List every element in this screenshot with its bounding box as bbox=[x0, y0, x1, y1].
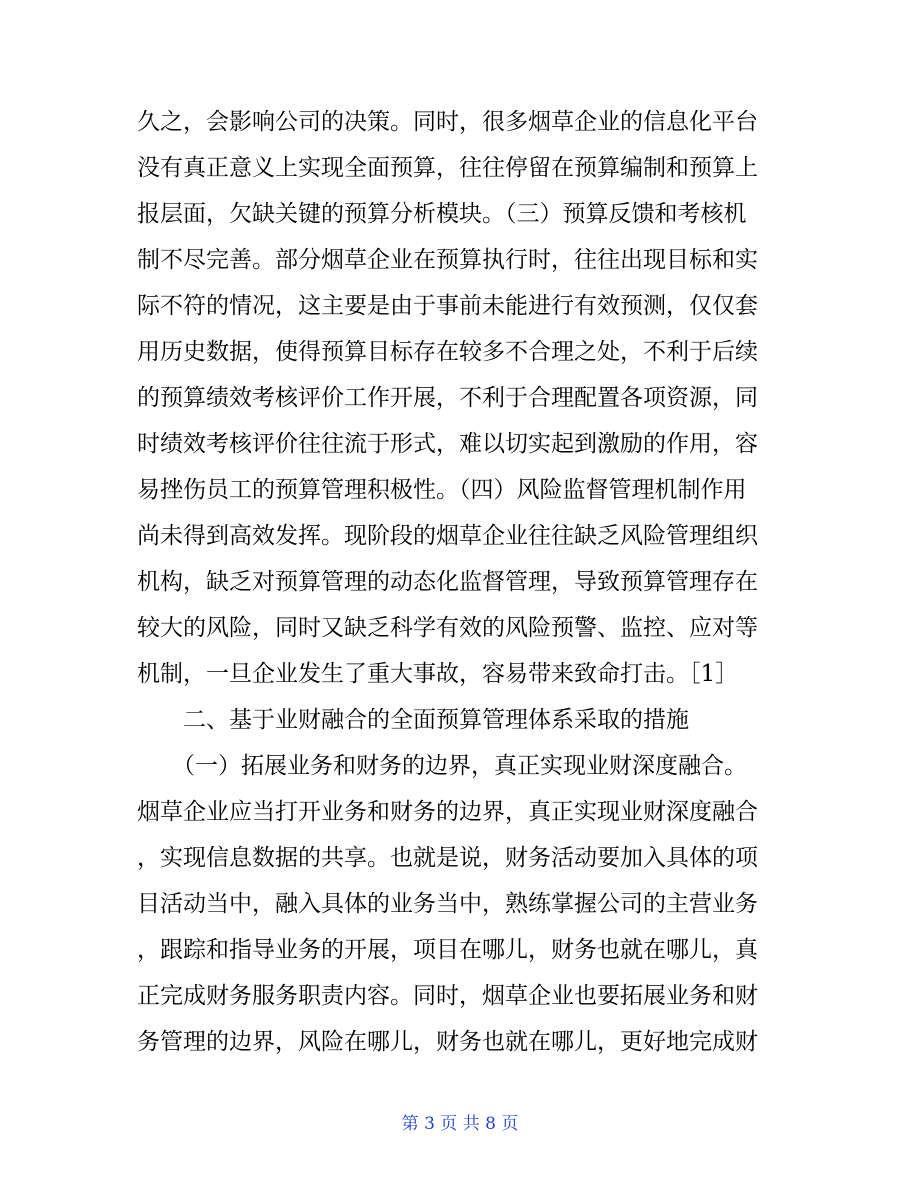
paragraph-line: 久之，会影响公司的决策。同时，很多烟草企业的信息化平台 bbox=[137, 109, 758, 135]
paragraph-line: 时绩效考核评价往往流于形式，难以切实起到激励的作用，容 bbox=[137, 431, 758, 457]
paragraph-line: 机制，一旦企业发生了重大事故，容易带来致命打击。［1］ bbox=[137, 661, 739, 687]
paragraph-line: 较大的风险，同时又缺乏科学有效的风险预警、监控、应对等 bbox=[137, 615, 758, 641]
paragraph-line: 正完成财务服务职责内容。同时，烟草企业也要拓展业务和财 bbox=[137, 983, 758, 1009]
paragraph-line: 没有真正意义上实现全面预算，往往停留在预算编制和预算上 bbox=[137, 155, 758, 181]
paragraph-line: 报层面，欠缺关键的预算分析模块。（三）预算反馈和考核机 bbox=[137, 201, 747, 227]
paragraph-line: 用历史数据，使得预算目标存在较多不合理之处，不利于后续 bbox=[137, 339, 758, 365]
subheading: （一）拓展业务和财务的边界，真正实现业财深度融合。 bbox=[172, 753, 747, 779]
paragraph-line: 的预算绩效考核评价工作开展，不利于合理配置各项资源，同 bbox=[137, 385, 758, 411]
section-heading: 二、基于业财融合的全面预算管理体系采取的措施 bbox=[183, 707, 689, 733]
paragraph-line: 制不尽完善。部分烟草企业在预算执行时，往往出现目标和实 bbox=[137, 247, 758, 273]
paragraph-line: ，实现信息数据的共享。也就是说，财务活动要加入具体的项 bbox=[137, 845, 758, 871]
paragraph-line: 际不符的情况，这主要是由于事前未能进行有效预测，仅仅套 bbox=[137, 293, 758, 319]
paragraph-line: 目活动当中，融入具体的业务当中，熟练掌握公司的主营业务 bbox=[137, 891, 758, 917]
paragraph-line: 机构，缺乏对预算管理的动态化监督管理，导致预算管理存在 bbox=[137, 569, 758, 595]
paragraph-line: 易挫伤员工的预算管理积极性。（四）风险监督管理机制作用 bbox=[137, 477, 747, 503]
paragraph-line: ，跟踪和指导业务的开展，项目在哪儿，财务也就在哪儿，真 bbox=[137, 937, 758, 963]
paragraph-line: 务管理的边界，风险在哪儿，财务也就在哪儿，更好地完成财 bbox=[137, 1029, 758, 1055]
page-number-footer: 第 3 页 共 8 页 bbox=[401, 1114, 519, 1134]
paragraph-line: 烟草企业应当打开业务和财务的边界，真正实现业财深度融合 bbox=[137, 799, 758, 825]
paragraph-line: 尚未得到高效发挥。现阶段的烟草企业往往缺乏风险管理组织 bbox=[137, 523, 758, 549]
